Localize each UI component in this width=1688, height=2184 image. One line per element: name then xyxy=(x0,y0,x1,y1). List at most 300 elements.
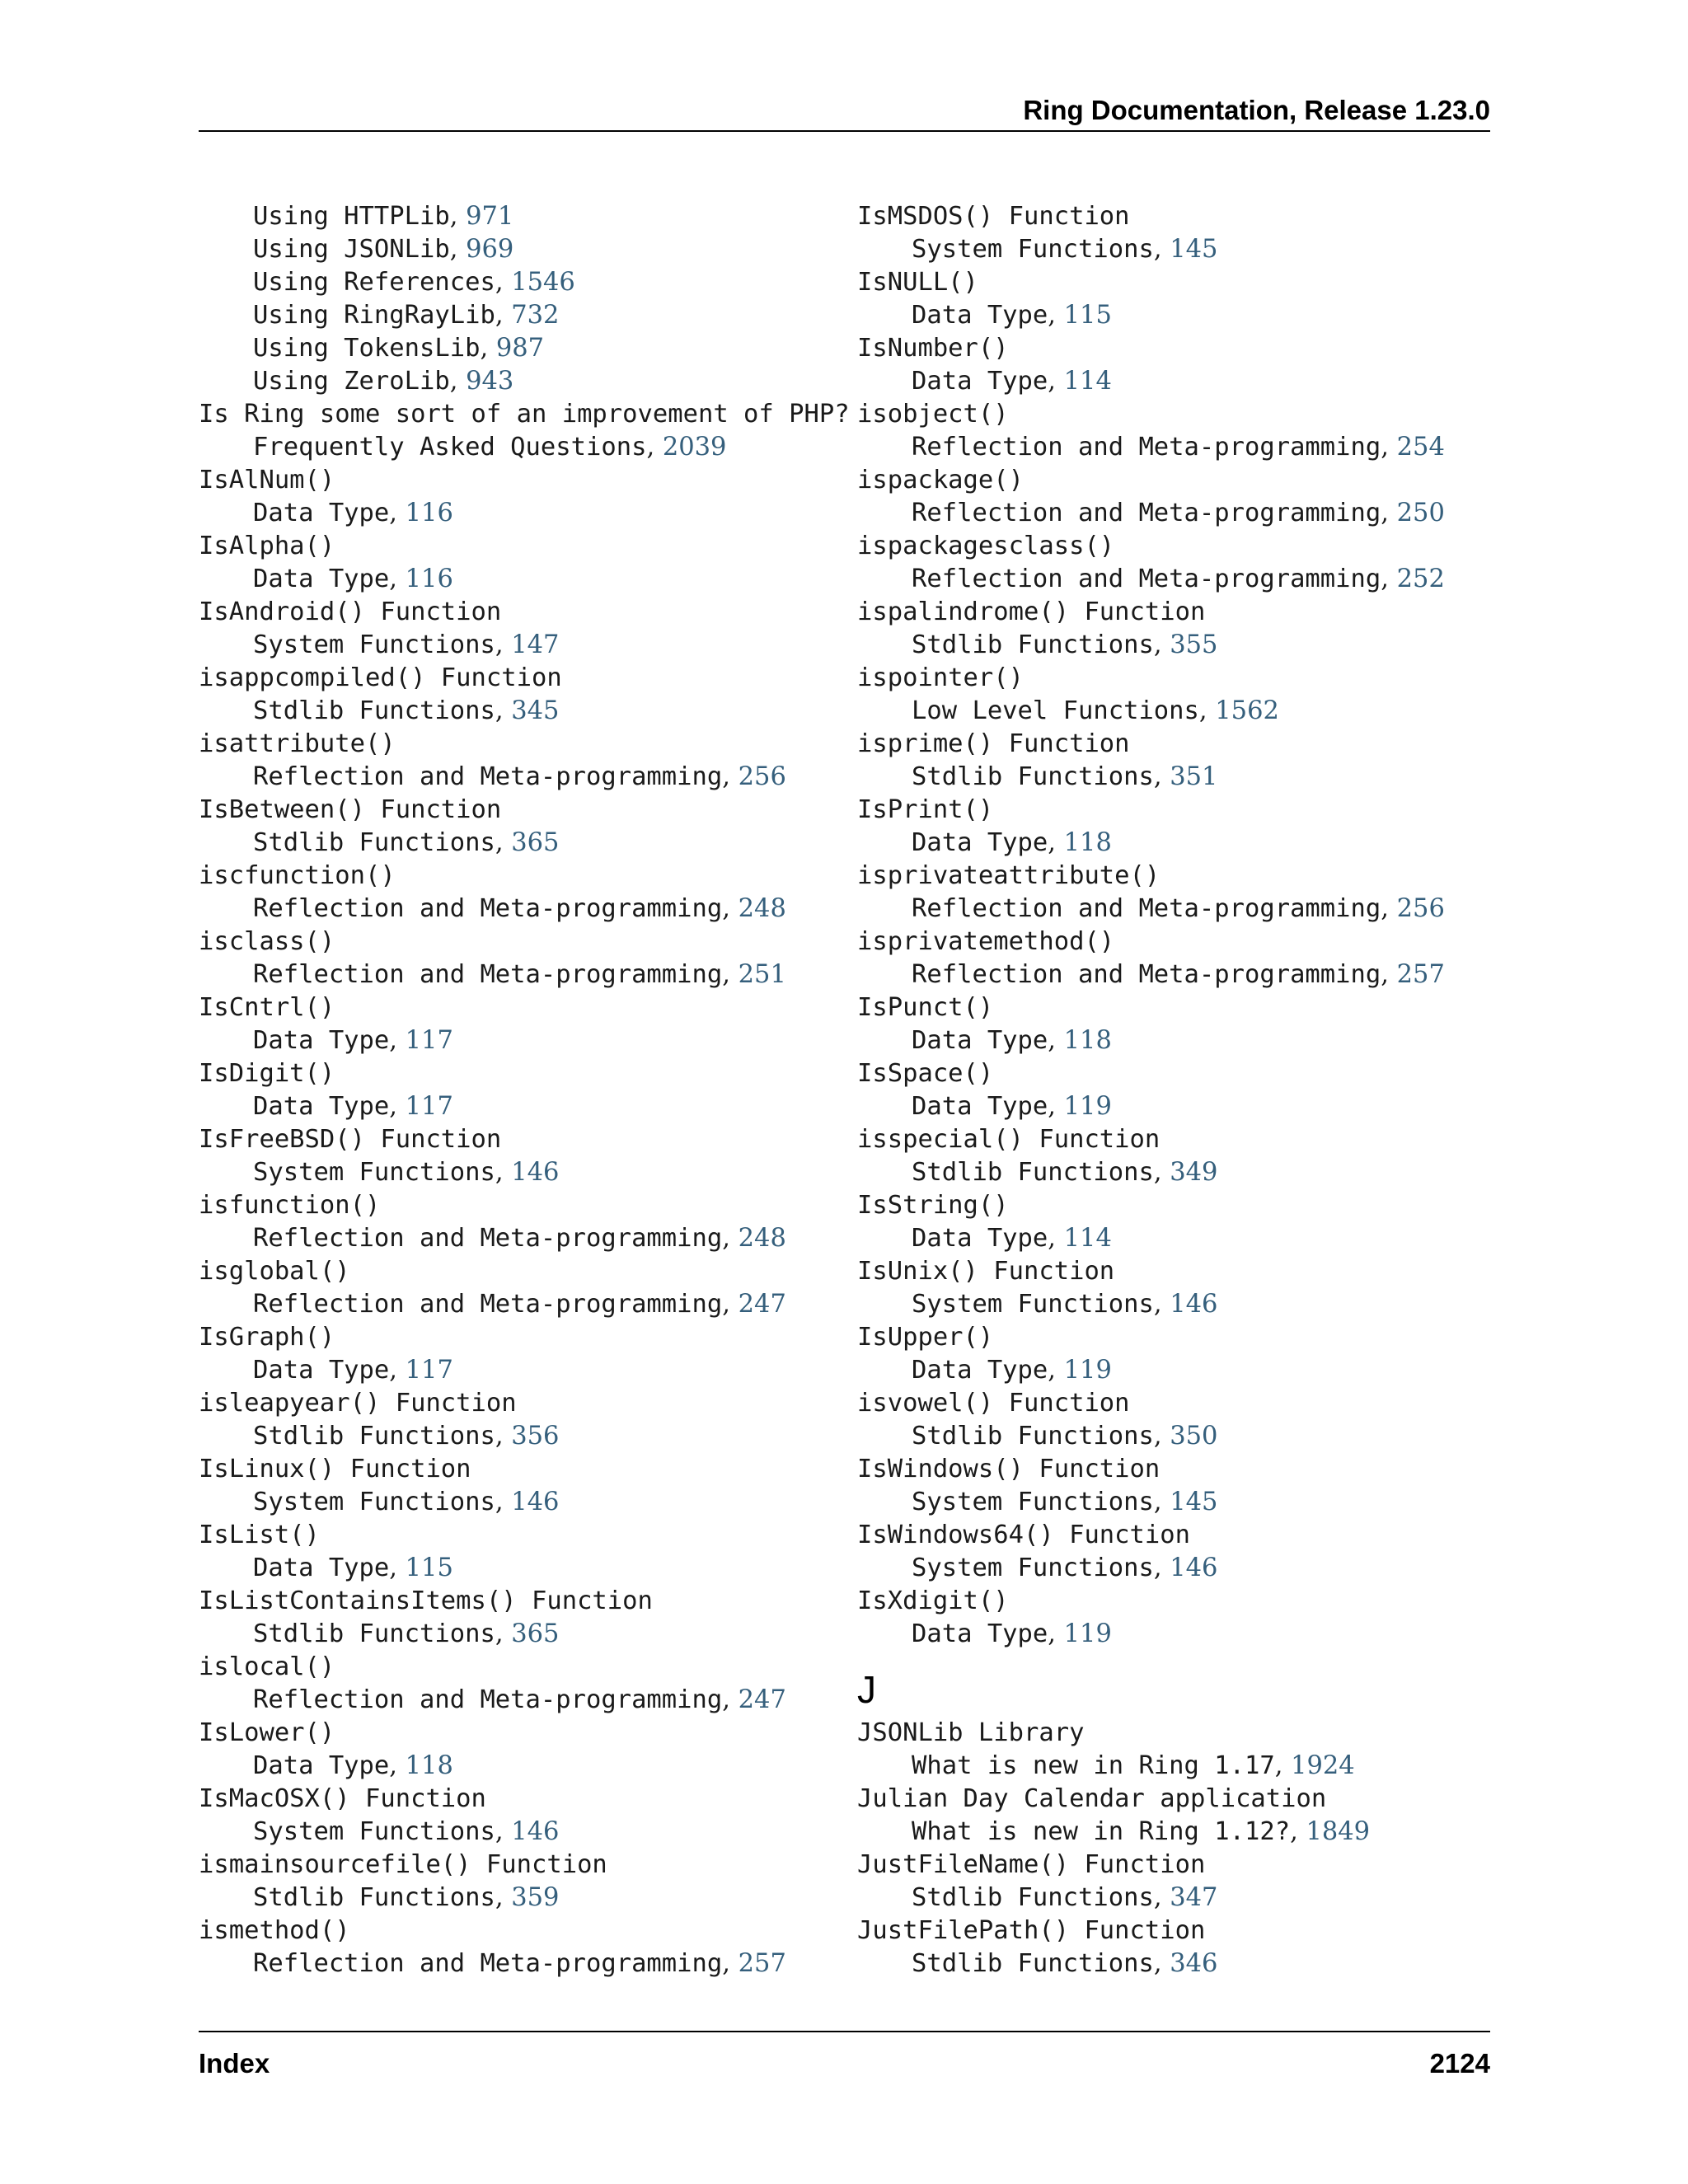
index-subentry xyxy=(199,1816,850,1849)
page-reference-link[interactable]: 365 xyxy=(511,828,560,857)
index-subentry xyxy=(857,1288,1484,1321)
index-term: Is Ring some sort of an improvement of PHP? xyxy=(199,400,850,429)
index-entry xyxy=(857,1123,1484,1189)
separator: , xyxy=(1153,1158,1170,1187)
index-term: IsSpace() xyxy=(857,1059,994,1088)
index-subentry xyxy=(199,761,850,794)
index-subentry xyxy=(857,1947,1484,1980)
separator: , xyxy=(1048,1026,1064,1055)
separator: , xyxy=(449,367,467,396)
index-entry xyxy=(857,991,1484,1057)
index-entry xyxy=(857,1915,1484,1980)
index-entry xyxy=(857,1585,1484,1651)
index-subentry xyxy=(199,266,850,299)
index-subentry-label: Reflection and Meta-programming xyxy=(912,499,1381,527)
index-term: IsLower() xyxy=(199,1718,335,1747)
index-subentry xyxy=(199,497,850,530)
index-subentry xyxy=(857,1156,1484,1189)
page-reference-link[interactable]: 145 xyxy=(1170,1488,1218,1516)
index-subentry-label: Reflection and Meta-programming xyxy=(912,960,1381,989)
index-subentry xyxy=(199,1947,850,1980)
page-reference-link[interactable]: 1849 xyxy=(1306,1817,1371,1846)
index-column-right xyxy=(857,200,1484,1980)
page-reference-link[interactable]: 250 xyxy=(1396,499,1445,527)
index-subentry xyxy=(199,431,850,464)
index-subentry xyxy=(857,1816,1484,1849)
index-subentry-label: Data Type xyxy=(912,301,1048,330)
index-term: IsAndroid() Function xyxy=(199,598,502,626)
separator: , xyxy=(1048,1619,1064,1648)
index-entry xyxy=(857,860,1484,926)
index-entry xyxy=(199,1255,850,1321)
index-subentry xyxy=(199,1222,850,1255)
index-term: isprivatemethod() xyxy=(857,927,1115,956)
index-subentry-label: Reflection and Meta-programming xyxy=(253,1949,723,1978)
index-subentry xyxy=(199,1552,850,1585)
index-subentry xyxy=(857,1354,1484,1387)
separator: , xyxy=(1153,1290,1170,1319)
page-reference-link[interactable]: 146 xyxy=(511,1158,560,1187)
page-reference-link[interactable]: 248 xyxy=(738,1224,786,1253)
index-term: Julian Day Calendar application xyxy=(857,1784,1327,1813)
index-term: ismethod() xyxy=(199,1916,350,1945)
index-subentry xyxy=(199,299,850,332)
page-reference-link[interactable]: 118 xyxy=(1063,828,1112,857)
separator: , xyxy=(722,1685,738,1714)
index-subentry xyxy=(857,629,1484,662)
index-column-left xyxy=(199,200,850,1980)
separator: , xyxy=(495,1883,512,1912)
index-subentry-label: Reflection and Meta-programming xyxy=(253,894,723,923)
index-entry xyxy=(199,1519,850,1585)
page-reference-link[interactable]: 116 xyxy=(405,565,453,593)
index-entry xyxy=(199,596,850,662)
index-subentry-label: Using ZeroLib xyxy=(253,367,450,396)
index-term: JSONLib Library xyxy=(857,1718,1085,1747)
page-reference-link[interactable]: 118 xyxy=(1063,1026,1112,1055)
separator: , xyxy=(389,1554,406,1582)
index-term: IsAlNum() xyxy=(199,466,335,494)
index-subentry-label: Stdlib Functions xyxy=(912,1949,1154,1978)
page-reference-link[interactable]: 146 xyxy=(1170,1290,1218,1319)
index-subentry xyxy=(199,695,850,728)
index-subentry-label: Data Type xyxy=(253,1356,390,1385)
index-subentry xyxy=(857,827,1484,860)
separator: , xyxy=(1048,1224,1064,1253)
separator: , xyxy=(389,499,406,527)
index-subentry-label: Data Type xyxy=(253,1554,390,1582)
index-subentry-label: Data Type xyxy=(253,565,390,593)
index-entry xyxy=(857,1519,1484,1585)
index-term: IsListContainsItems() Function xyxy=(199,1586,653,1615)
index-entry xyxy=(857,596,1484,662)
index-subentry xyxy=(199,1684,850,1717)
index-term: isspecial() Function xyxy=(857,1125,1160,1154)
index-entry xyxy=(199,530,850,596)
index-term: isprivateattribute() xyxy=(857,861,1160,890)
index-subentry xyxy=(857,761,1484,794)
index-subentry-label: Using TokensLib xyxy=(253,334,481,363)
index-subentry-label: Data Type xyxy=(253,1092,390,1121)
index-term: ispointer() xyxy=(857,663,1024,692)
index-subentry-label: Reflection and Meta-programming xyxy=(253,1290,723,1319)
index-subentry xyxy=(857,1486,1484,1519)
index-subentry-label: System Functions xyxy=(253,1488,495,1516)
index-entry xyxy=(857,662,1484,728)
index-term: IsGraph() xyxy=(199,1323,335,1352)
page-reference-link[interactable]: 119 xyxy=(1063,1619,1112,1648)
index-subentry-label: Stdlib Functions xyxy=(912,762,1154,791)
index-subentry xyxy=(199,629,850,662)
index-subentry xyxy=(199,1420,850,1453)
page-reference-link[interactable]: 349 xyxy=(1170,1158,1218,1187)
separator: , xyxy=(495,268,512,297)
page-reference-link[interactable]: 355 xyxy=(1170,630,1218,659)
page-reference-link[interactable]: 359 xyxy=(511,1883,560,1912)
separator: , xyxy=(480,334,496,363)
index-subentry xyxy=(199,1156,850,1189)
index-entry xyxy=(199,1783,850,1849)
page-reference-link[interactable]: 114 xyxy=(1063,367,1112,396)
page-reference-link[interactable]: 251 xyxy=(738,960,786,989)
index-subentry-label: Data Type xyxy=(912,1092,1048,1121)
separator: , xyxy=(1274,1751,1292,1780)
index-subentry-label: System Functions xyxy=(912,1290,1154,1319)
separator: , xyxy=(1153,1883,1170,1912)
index-entry xyxy=(857,1387,1484,1453)
separator: , xyxy=(1198,696,1216,725)
index-subentry xyxy=(199,365,850,398)
page-reference-link[interactable]: 248 xyxy=(738,894,786,923)
index-entry xyxy=(199,926,850,991)
index-term: isobject() xyxy=(857,400,1009,429)
index-subentry xyxy=(199,200,850,233)
index-term: isprime() Function xyxy=(857,729,1130,758)
index-entry xyxy=(857,464,1484,530)
separator: , xyxy=(1048,828,1064,857)
index-term: JustFilePath() Function xyxy=(857,1916,1206,1945)
index-subentry xyxy=(857,365,1484,398)
page-reference-link[interactable]: 117 xyxy=(405,1026,453,1055)
index-entry xyxy=(857,1453,1484,1519)
index-subentry-label: Reflection and Meta-programming xyxy=(912,894,1381,923)
index-entry xyxy=(199,1387,850,1453)
separator: , xyxy=(495,1619,512,1648)
index-term: IsDigit() xyxy=(199,1059,335,1088)
index-term: isattribute() xyxy=(199,729,396,758)
index-term: IsCntrl() xyxy=(199,993,335,1022)
page-reference-link[interactable]: 147 xyxy=(511,630,560,659)
index-entry xyxy=(857,398,1484,464)
separator: , xyxy=(1153,235,1170,264)
index-term: IsPunct() xyxy=(857,993,994,1022)
index-subentry-label: Stdlib Functions xyxy=(253,828,495,857)
index-subentry xyxy=(199,893,850,926)
page-reference-link[interactable]: 347 xyxy=(1170,1883,1218,1912)
separator: , xyxy=(1381,499,1397,527)
index-entry xyxy=(199,1915,850,1980)
page-reference-link[interactable]: 115 xyxy=(1063,301,1112,330)
footer-section: Index xyxy=(199,2048,270,2079)
index-term: IsPrint() xyxy=(857,795,994,824)
index-term: IsString() xyxy=(857,1191,1009,1220)
index-subentry xyxy=(857,563,1484,596)
page-reference-link[interactable]: 119 xyxy=(1063,1356,1112,1385)
index-subentry xyxy=(199,332,850,365)
index-entry xyxy=(857,266,1484,332)
separator: , xyxy=(495,828,512,857)
index-subentry xyxy=(857,893,1484,926)
index-subentry-label: System Functions xyxy=(912,1488,1154,1516)
index-subentry xyxy=(857,1552,1484,1585)
index-entry xyxy=(857,332,1484,398)
index-subentry xyxy=(199,827,850,860)
index-subentry-label: Stdlib Functions xyxy=(912,1158,1154,1187)
index-entry xyxy=(199,662,850,728)
separator: , xyxy=(495,1422,512,1451)
separator: , xyxy=(449,235,467,264)
index-entry xyxy=(857,200,1484,266)
page-reference-link[interactable]: 118 xyxy=(405,1751,453,1780)
index-subentry-label: System Functions xyxy=(912,1554,1154,1582)
index-subentry xyxy=(199,1486,850,1519)
index-subentry xyxy=(199,1750,850,1783)
page-reference-link[interactable]: 346 xyxy=(1170,1949,1218,1978)
index-subentry xyxy=(199,1618,850,1651)
separator: , xyxy=(495,1817,512,1846)
index-subentry-label: System Functions xyxy=(253,630,495,659)
index-entry xyxy=(199,991,850,1057)
index-subentry-label: Reflection and Meta-programming xyxy=(912,565,1381,593)
index-subentry-label: Data Type xyxy=(253,1026,390,1055)
page-reference-link[interactable]: 247 xyxy=(738,1685,786,1714)
index-entry xyxy=(857,1717,1484,1783)
index-entry xyxy=(857,1189,1484,1255)
index-subentry xyxy=(199,1288,850,1321)
page-reference-link[interactable]: 114 xyxy=(1063,1224,1112,1253)
index-subentry-label: Data Type xyxy=(912,1026,1048,1055)
separator: , xyxy=(389,1751,406,1780)
index-subentry xyxy=(857,695,1484,728)
index-term: IsNumber() xyxy=(857,334,1009,363)
index-entry xyxy=(199,1453,850,1519)
separator: , xyxy=(1381,433,1397,462)
index-term: IsMacOSX() Function xyxy=(199,1784,486,1813)
index-subentry xyxy=(857,1750,1484,1783)
separator: , xyxy=(1048,1356,1064,1385)
index-entry xyxy=(857,926,1484,991)
index-entry xyxy=(199,860,850,926)
index-entry xyxy=(857,1057,1484,1123)
separator: , xyxy=(1153,1488,1170,1516)
index-entry xyxy=(199,464,850,530)
index-term: isclass() xyxy=(199,927,335,956)
index-subentry xyxy=(857,1882,1484,1915)
index-subentry xyxy=(199,958,850,991)
index-subentry-label: Data Type xyxy=(912,367,1048,396)
page-reference-link[interactable]: 117 xyxy=(405,1356,453,1385)
index-entry xyxy=(857,1783,1484,1849)
index-term: IsFreeBSD() Function xyxy=(199,1125,502,1154)
separator: , xyxy=(1381,894,1397,923)
page-reference-link[interactable]: 345 xyxy=(511,696,560,725)
index-subentry-label: Data Type xyxy=(253,499,390,527)
index-entry xyxy=(857,1321,1484,1387)
index-subentry-label: Low Level Functions xyxy=(912,696,1199,725)
index-subentry-label: Reflection and Meta-programming xyxy=(253,1224,723,1253)
page-reference-link[interactable]: 732 xyxy=(511,301,560,330)
index-entry xyxy=(857,1255,1484,1321)
separator: , xyxy=(1290,1817,1306,1846)
separator: , xyxy=(389,1092,406,1121)
index-term: JustFileName() Function xyxy=(857,1850,1206,1879)
separator: , xyxy=(1381,565,1397,593)
index-subentry-label: Stdlib Functions xyxy=(912,1422,1154,1451)
separator: , xyxy=(722,1949,738,1978)
index-term: IsUpper() xyxy=(857,1323,994,1352)
index-subentry-label: System Functions xyxy=(253,1158,495,1187)
index-entry xyxy=(199,1057,850,1123)
index-entry xyxy=(199,794,850,860)
index-term: ispackage() xyxy=(857,466,1024,494)
index-entry xyxy=(199,1717,850,1783)
separator: , xyxy=(1381,960,1397,989)
index-entry xyxy=(199,1189,850,1255)
index-term: ispackagesclass() xyxy=(857,532,1115,560)
index-term: IsWindows64() Function xyxy=(857,1521,1190,1549)
index-subentry-label: Frequently Asked Questions xyxy=(253,433,647,462)
index-subentry-label: Data Type xyxy=(912,1224,1048,1253)
separator: , xyxy=(722,762,738,791)
page-reference-link[interactable]: 351 xyxy=(1170,762,1218,791)
separator: , xyxy=(722,1224,738,1253)
separator: , xyxy=(449,202,467,231)
index-entry xyxy=(857,1849,1484,1915)
page-reference-link[interactable]: 257 xyxy=(738,1949,786,1978)
index-term: IsXdigit() xyxy=(857,1586,1009,1615)
page-header xyxy=(199,92,1490,132)
index-term: IsMSDOS() Function xyxy=(857,202,1130,231)
page-reference-link[interactable]: 146 xyxy=(511,1488,560,1516)
index-subentry xyxy=(857,1222,1484,1255)
separator: , xyxy=(495,630,512,659)
page-reference-link[interactable]: 119 xyxy=(1063,1092,1112,1121)
separator: , xyxy=(1153,630,1170,659)
index-subentry-label: Reflection and Meta-programming xyxy=(912,433,1381,462)
index-subentry-label: Using References xyxy=(253,268,495,297)
page-reference-link[interactable]: 247 xyxy=(738,1290,786,1319)
page-reference-link[interactable]: 256 xyxy=(738,762,786,791)
index-entry xyxy=(199,1585,850,1651)
index-subentry xyxy=(199,1024,850,1057)
index-entry xyxy=(199,728,850,794)
index-entry xyxy=(199,1321,850,1387)
index-term: IsUnix() Function xyxy=(857,1257,1115,1286)
separator: , xyxy=(1048,367,1064,396)
page-reference-link[interactable]: 145 xyxy=(1170,235,1218,264)
index-term: isappcompiled() Function xyxy=(199,663,562,692)
index-subentry-label: Stdlib Functions xyxy=(253,1619,495,1648)
page-reference-link[interactable]: 257 xyxy=(1396,960,1445,989)
page-reference-link[interactable]: 146 xyxy=(511,1817,560,1846)
page-reference-link[interactable]: 2039 xyxy=(662,433,727,462)
separator: , xyxy=(495,301,512,330)
index-subentry-label: Stdlib Functions xyxy=(253,696,495,725)
page-reference-link[interactable]: 943 xyxy=(466,367,514,396)
index-subentry xyxy=(199,1354,850,1387)
separator: , xyxy=(389,1026,406,1055)
separator: , xyxy=(722,1290,738,1319)
index-subentry xyxy=(199,233,850,266)
page-reference-link[interactable]: 987 xyxy=(495,334,545,363)
index-subentry xyxy=(199,1882,850,1915)
index-subentry xyxy=(199,1090,850,1123)
separator: , xyxy=(389,1356,406,1385)
page-reference-link[interactable]: 365 xyxy=(511,1619,560,1648)
page-reference-link[interactable]: 116 xyxy=(405,499,453,527)
index-entry xyxy=(199,1123,850,1189)
page-number: 2124 xyxy=(1429,2048,1490,2079)
index-entry xyxy=(857,794,1484,860)
index-term: IsLinux() Function xyxy=(199,1455,471,1483)
index-subentry-label: Reflection and Meta-programming xyxy=(253,762,723,791)
document-title: Ring Documentation, Release 1.23.0 xyxy=(1023,95,1490,125)
separator: , xyxy=(722,894,738,923)
index-subentry-label: System Functions xyxy=(253,1817,495,1846)
page-reference-link[interactable]: 1562 xyxy=(1215,696,1279,725)
index-subentry-label: Stdlib Functions xyxy=(253,1883,495,1912)
index-subentry-label: Using JSONLib xyxy=(253,235,450,264)
page-reference-link[interactable]: 252 xyxy=(1396,565,1445,593)
page-reference-link[interactable]: 350 xyxy=(1170,1422,1218,1451)
index-term: iscfunction() xyxy=(199,861,396,890)
page-reference-link[interactable]: 115 xyxy=(405,1554,453,1582)
index-subentry-label: Reflection and Meta-programming xyxy=(253,960,723,989)
index-subentry-label: Data Type xyxy=(912,828,1048,857)
separator: , xyxy=(1153,1422,1170,1451)
page-reference-link[interactable]: 254 xyxy=(1396,433,1445,462)
page-reference-link[interactable]: 1546 xyxy=(511,268,575,297)
page-reference-link[interactable]: 969 xyxy=(466,235,514,264)
index-entry xyxy=(199,1849,850,1915)
page-reference-link[interactable]: 146 xyxy=(1170,1554,1218,1582)
separator: , xyxy=(1048,1092,1064,1121)
index-subentry xyxy=(857,1090,1484,1123)
index-entry xyxy=(857,728,1484,794)
index-term: isleapyear() Function xyxy=(199,1389,517,1418)
separator: , xyxy=(389,565,406,593)
separator: , xyxy=(1153,1554,1170,1582)
index-term: IsList() xyxy=(199,1521,320,1549)
index-subentry-label: Data Type xyxy=(912,1356,1048,1385)
separator: , xyxy=(495,1158,512,1187)
page-reference-link[interactable]: 356 xyxy=(511,1422,560,1451)
page-reference-link[interactable]: 117 xyxy=(405,1092,453,1121)
index-entry xyxy=(199,398,850,464)
page-reference-link[interactable]: 256 xyxy=(1396,894,1445,923)
index-subentry-label: What is new in Ring 1.12? xyxy=(912,1817,1291,1846)
index-subentry-label: Stdlib Functions xyxy=(912,630,1154,659)
index-subentry xyxy=(857,431,1484,464)
index-subentry xyxy=(857,1420,1484,1453)
page-reference-link[interactable]: 971 xyxy=(466,202,514,231)
index-subentry-label: Using HTTPLib xyxy=(253,202,450,231)
page-reference-link[interactable]: 1924 xyxy=(1291,1751,1355,1780)
index-subentry-label: What is new in Ring 1.17 xyxy=(912,1751,1275,1780)
page-footer xyxy=(199,2031,1490,2090)
index-subentry-label: Stdlib Functions xyxy=(253,1422,495,1451)
index-term: IsBetween() Function xyxy=(199,795,502,824)
